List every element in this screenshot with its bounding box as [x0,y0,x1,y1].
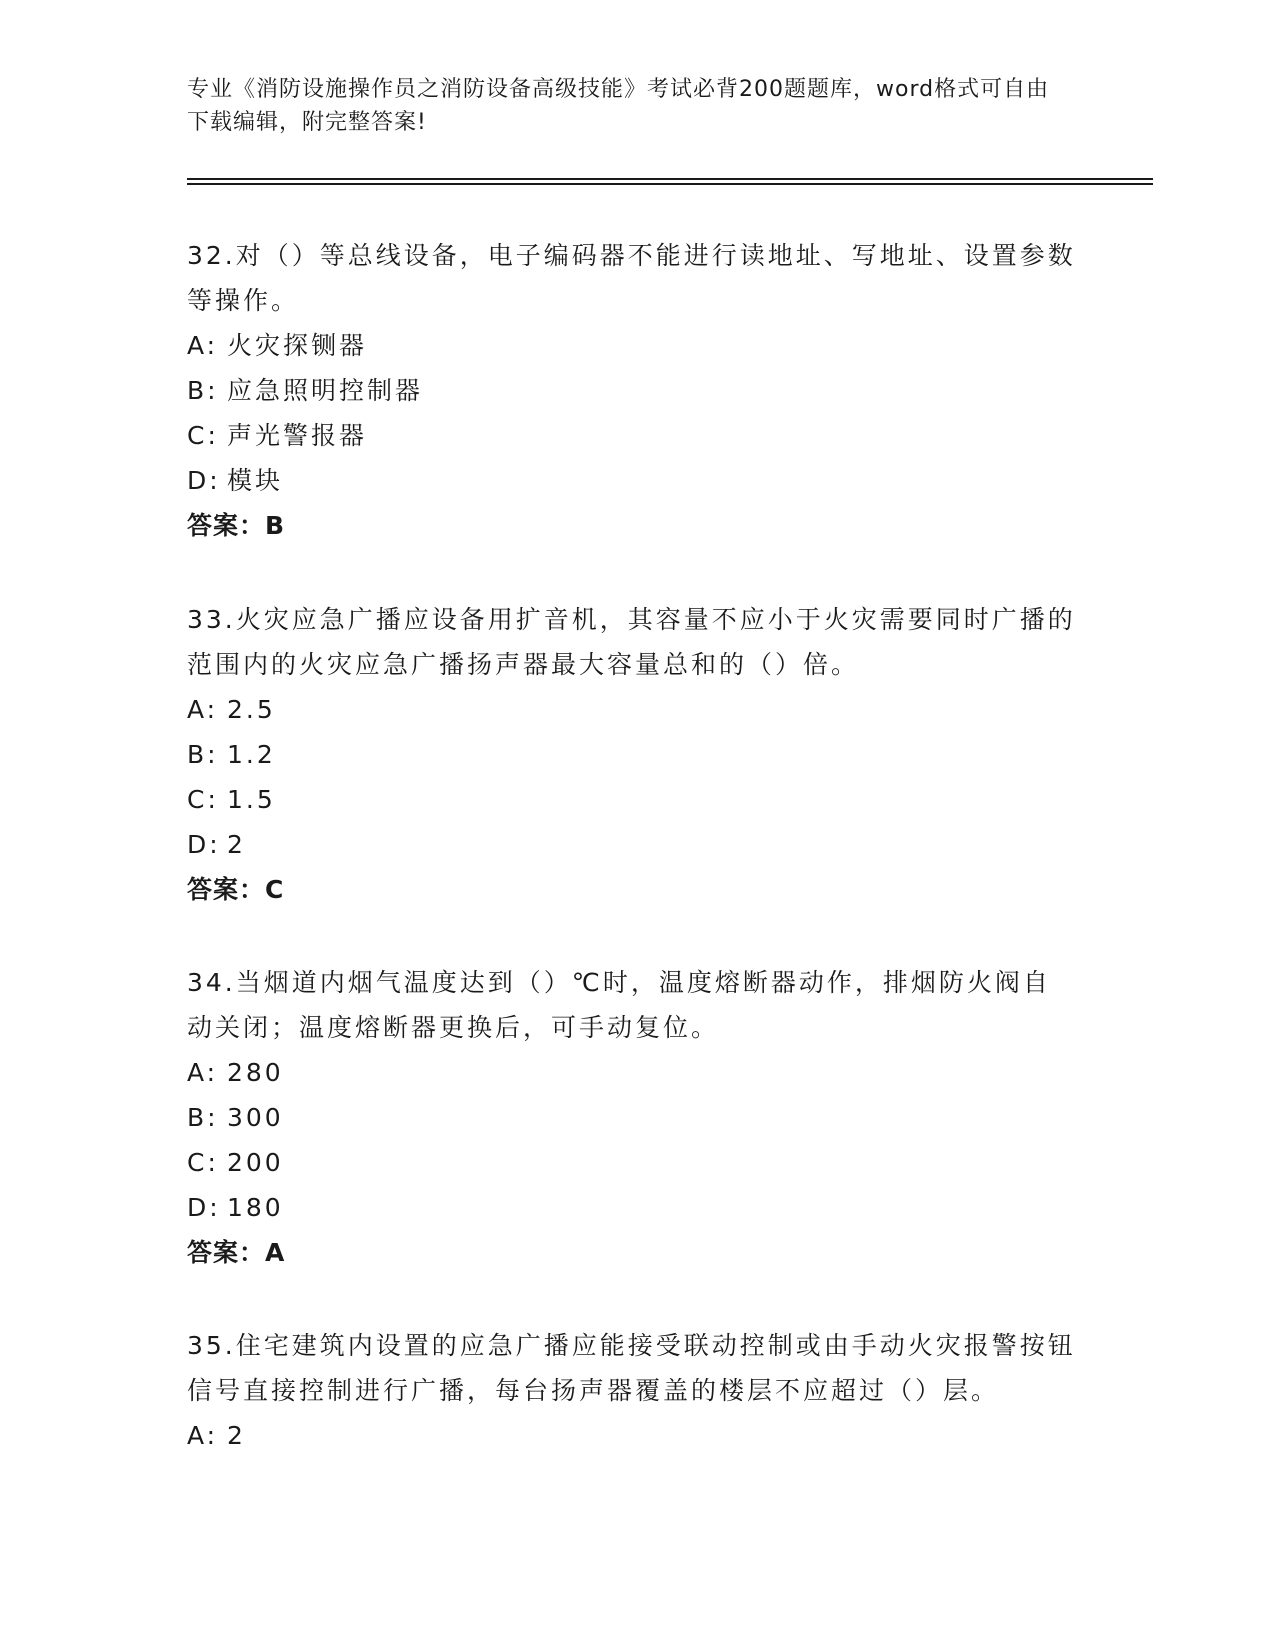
option-key: A: [187,331,219,360]
option-key: C: [187,1148,219,1177]
option-text: 200 [227,1148,284,1177]
option-text: 2 [227,1421,246,1450]
option-key: D: [187,1193,221,1222]
option-text: 2 [227,830,246,859]
option-c [187,1140,1077,1185]
option-text: 1.2 [227,740,276,769]
option-a [187,323,1077,368]
answer-line: 答案：A [187,1238,286,1267]
option-key: A: [187,1058,219,1087]
option-d [187,458,1077,503]
question-stem: 34.当烟道内烟气温度达到（）℃时，温度熔断器动作，排烟防火阀自动关闭；温度熔断器更换后，可手动复位。 [187,968,1051,1042]
option-d [187,822,1077,867]
option-text: 2.5 [227,695,276,724]
header-divider-top [187,178,1153,180]
option-c [187,413,1077,458]
option-key: B: [187,740,219,769]
option-key: A: [187,695,219,724]
option-text: 180 [227,1193,284,1222]
option-text: 1.5 [227,785,276,814]
question-33 [187,597,1077,912]
option-b [187,1095,1077,1140]
question-32 [187,233,1077,548]
option-c [187,777,1077,822]
option-b [187,368,1077,413]
option-text: 模块 [227,466,284,495]
option-text: 300 [227,1103,284,1132]
option-text: 280 [227,1058,284,1087]
option-key: B: [187,1103,219,1132]
option-key: C: [187,785,219,814]
answer-line: 答案：C [187,875,285,904]
option-key: D: [187,830,221,859]
header-divider-bottom [187,183,1153,185]
question-stem: 35.住宅建筑内设置的应急广播应能接受联动控制或由手动火灾报警按钮信号直接控制进行广播，每台扬声器覆盖的楼层不应超过（）层。 [187,1331,1076,1405]
question-35 [187,1323,1077,1458]
option-text: 声光警报器 [227,421,368,450]
document-header: 专业《消防设施操作员之消防设备高级技能》考试必背200题题库，word格式可自由下载编辑，附完整答案! [187,77,1050,135]
question-stem: 33.火灾应急广播应设备用扩音机，其容量不应小于火灾需要同时广播的范围内的火灾应急广播扬声器最大容量总和的（）倍。 [187,605,1076,679]
question-34 [187,960,1077,1275]
option-text: 火灾探铡器 [227,331,368,360]
option-key: D: [187,466,221,495]
option-d [187,1185,1077,1230]
option-key: B: [187,376,219,405]
option-b [187,732,1077,777]
question-stem: 32.对（）等总线设备，电子编码器不能进行读地址、写地址、设置参数等操作。 [187,241,1076,315]
option-key: A: [187,1421,219,1450]
option-a [187,1413,1077,1458]
option-key: C: [187,421,219,450]
answer-line: 答案：B [187,511,286,540]
option-text: 应急照明控制器 [227,376,424,405]
option-a [187,1050,1077,1095]
option-a [187,687,1077,732]
